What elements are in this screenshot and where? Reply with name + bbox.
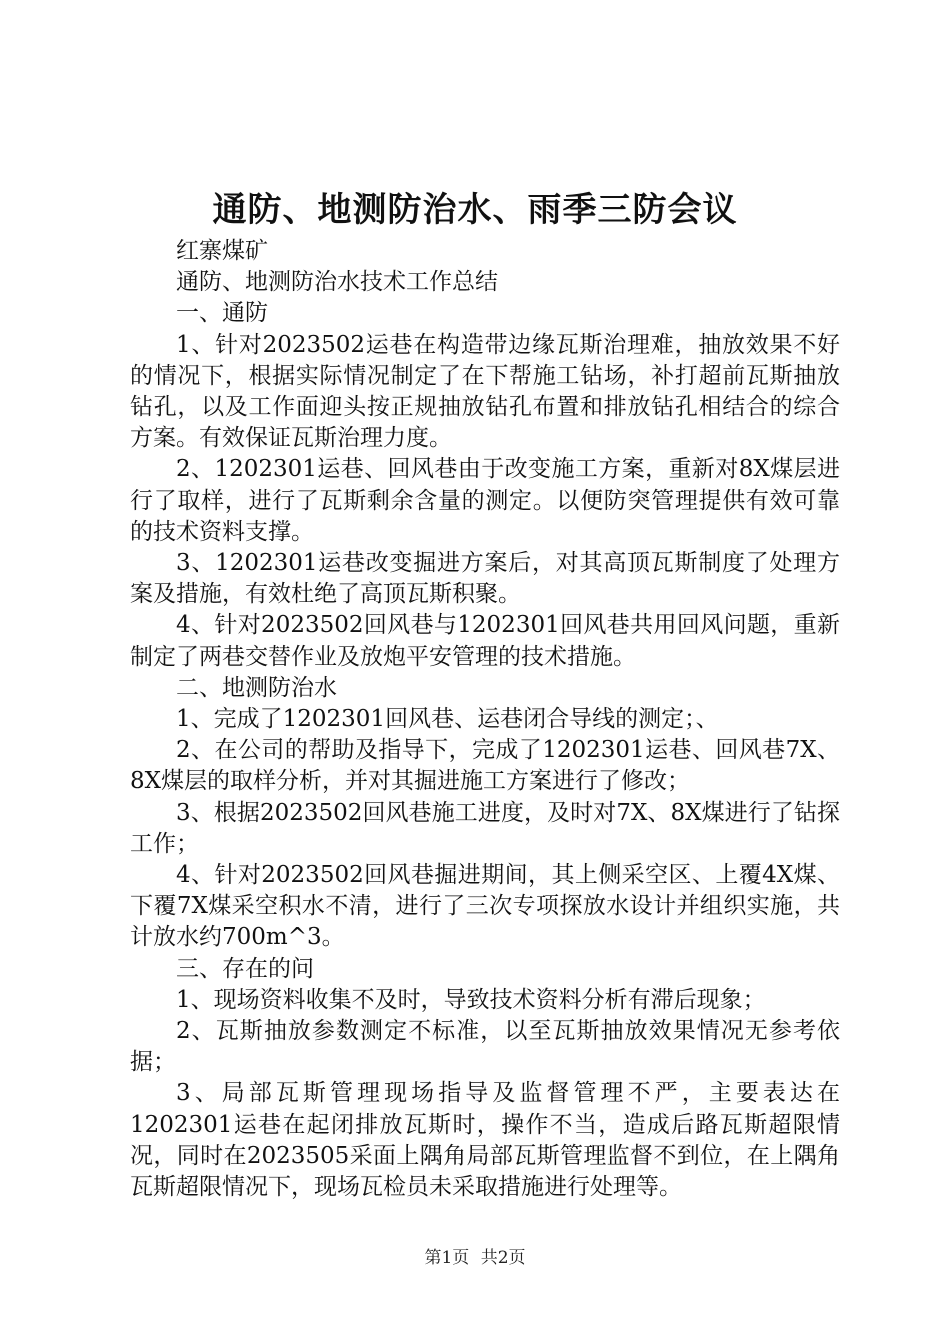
paragraph-ventilation-3: 3、1202301运巷改变掘进方案后，对其高顶瓦斯制度了处理方案及措施，有效杜绝了高顶瓦斯积聚。 [130,550,840,608]
paragraph-survey-3: 3、根据2023502回风巷施工进度，及时对7X、8X煤进行了钻探工作； [130,799,840,857]
paragraph-survey-4: 4、针对2023502回风巷掘进期间，其上侧采空区、上覆4X煤、下覆7X煤采空积水不清，进行了三次专项探放水设计并组织实施，共计放水约700m^3。 [130,862,840,951]
page-total: 共2页 [480,1248,526,1268]
section-heading-ventilation: 一、通防 [176,300,268,327]
section-heading-problems: 三、存在的问 [176,955,314,982]
page-number: 第1页 [424,1248,470,1268]
document-title: 通防、地测防治水、雨季三防会议 [212,190,738,230]
paragraph-ventilation-1: 1、针对2023502运巷在构造带边缘瓦斯治理难，抽放效果不好的情况下，根据实际情况制定了在下帮施工钻场，补打超前瓦斯抽放钻孔，以及工作面迎头按正规抽放钻孔布置和排放钻孔相结合的综合方案。有效保证瓦斯治理力度。 [130,331,840,452]
paragraph-survey-1: 1、完成了1202301回风巷、运巷闭合导线的测定；、 [176,706,719,733]
paragraph-ventilation-2: 2、1202301运巷、回风巷由于改变施工方案，重新对8X煤层进行了取样，进行了瓦斯剩余含量的测定。以便防突管理提供有效可靠的技术资料支撑。 [130,456,840,545]
paragraph-mine-name: 红寨煤矿 [176,238,268,264]
section-heading-survey-water: 二、地测防治水 [176,674,337,701]
paragraph-ventilation-4: 4、针对2023502回风巷与1202301回风巷共用回风问题，重新制定了两巷交替作业及放炮平安管理的技术措施。 [130,612,840,670]
paragraph-problem-3: 3、局部瓦斯管理现场指导及监督管理不严，主要表达在1202301运巷在起闭排放瓦斯时，操作不当，造成后路瓦斯超限情况，同时在2023505采面上隅角局部瓦斯管理监督不到位，在上隅角瓦斯超限情况下，现场瓦检员未采取措施进行处理等。 [130,1080,840,1201]
paragraph-survey-2: 2、在公司的帮助及指导下，完成了1202301运巷、回风巷7X、8X煤层的取样分析，并对其掘进施工方案进行了修改； [130,737,840,795]
paragraph-problem-1: 1、现场资料收集不及时，导致技术资料分析有滞后现象； [176,986,766,1013]
paragraph-subtitle: 通防、地测防治水技术工作总结 [176,269,498,296]
paragraph-problem-2: 2、瓦斯抽放参数测定不标准，以至瓦斯抽放效果情况无参考依据； [130,1018,840,1076]
document-body [130,236,840,1203]
page-footer [0,1243,950,1268]
